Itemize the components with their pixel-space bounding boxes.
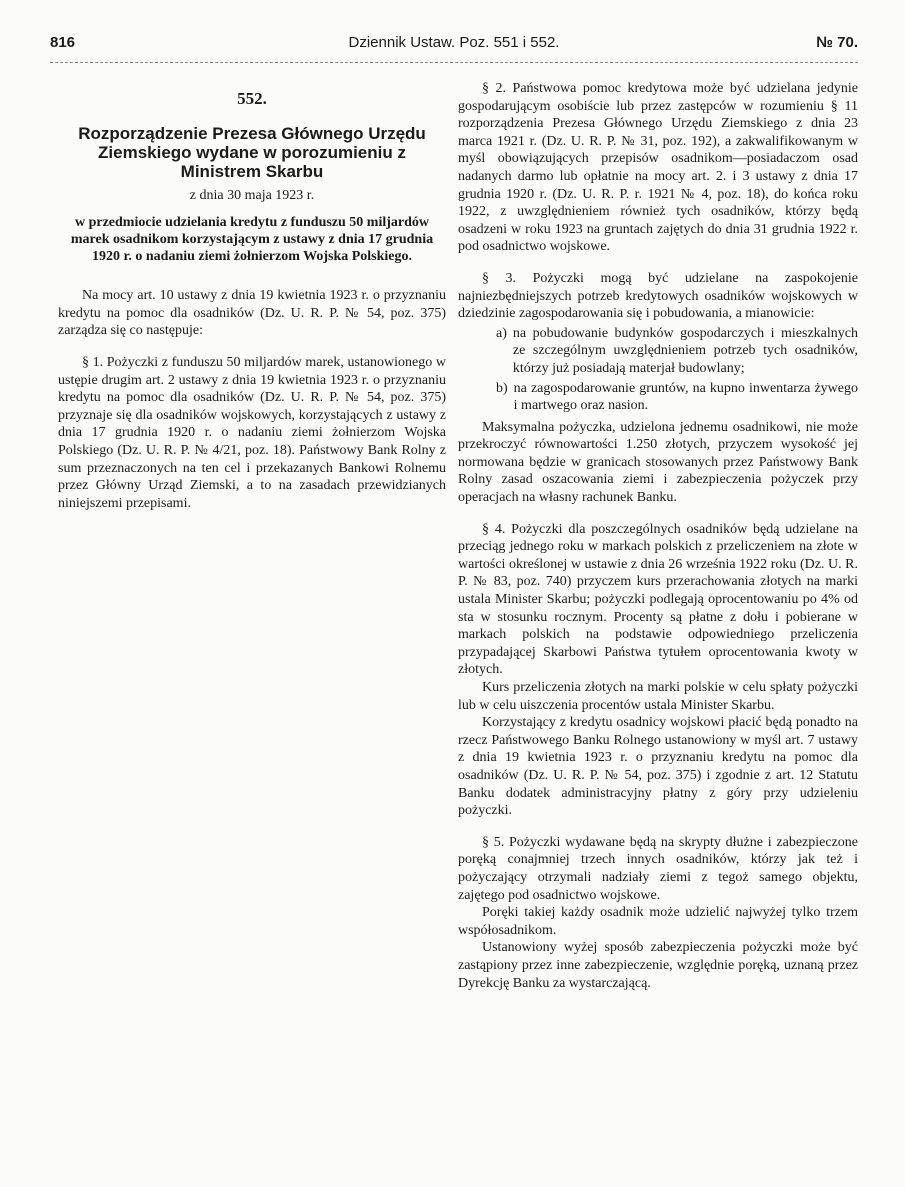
list-item-text: na pobudowanie budynków gospodarczych i mieszkalnych ze szczególnym uwzględnieniem potrzeb tych osadników, którzy już posiadają materjał budowlany; bbox=[512, 325, 858, 376]
header-rule bbox=[50, 62, 858, 63]
page-number: 816 bbox=[50, 34, 76, 51]
section-3-intro: § 3. Pożyczki mogą być udzielane na zaspokojenie najniezbędniejszych potrzeb kredytowych osadników wojskowych w dziedzinie zagospodarowania się i pobudowania, a mianowicie: bbox=[458, 270, 858, 322]
section-5-guarantee: Poręki takiej każdy osadnik może udzielić najwyżej tylko trzem współosadnikom. bbox=[458, 905, 858, 938]
running-header bbox=[50, 34, 858, 54]
right-column bbox=[458, 80, 858, 992]
act-subject: w przedmiocie udzielania kredytu z funduszu 50 miljardów marek osadnikom korzystającym z ustawy z dnia 17 grudnia 1920 r. o nadaniu ziemi żołnierzom Wojska Polskiego. bbox=[70, 215, 434, 265]
section-1: § 1. Pożyczki z funduszu 50 miljardów marek, ustanowionego w ustępie drugim art. 2 ustawy z dnia 19 kwietnia 1923 r. o przyznaniu kredytu na pomoc dla osadników (Dz. U. R. P. № 54, poz. 375) przyznaje się dla osadników wojskowych, korzystających z ustawy z dnia 17 grudnia 1920 r. o nadaniu ziemi żołnierzom Wojska Polskiego (Dz. U. R. P. № 4/21, poz. 18). Państwowy Bank Rolny z sum przeznaczonych na ten cel i przekazanych Bankowi Rolnemu przez Główny Urząd Ziemski, a to na zasadach przewidzianych niniejszemi przepisami. bbox=[58, 354, 446, 511]
act-number: 552. bbox=[237, 89, 267, 108]
issue-number: № 70. bbox=[816, 34, 858, 51]
act-date: z dnia 30 maja 1923 r. bbox=[189, 187, 315, 203]
section-4: § 4. Pożyczki dla poszczególnych osadników będą udzielane na przeciąg jednego roku w markach polskich z przeliczeniem na złote w wartości określonej w ustawie z dnia 26 września 1922 roku (Dz. U. R. P. № 83, poz. 740) przyczem kurs przerachowania złotych na marki ustala Minister Skarbu; pożyczki podlegają oprocentowaniu po 4% od sta w stosunku rocznym. Procenty są płatne z dołu i pobierane w markach polskich na podstawie odpowiedniego przeliczenia przypadającej Skarbowi Państwa tytułem oprocentowania kwoty w złotych. bbox=[458, 521, 858, 678]
list-item-label: a) bbox=[496, 325, 507, 341]
list-item bbox=[458, 380, 858, 415]
left-column bbox=[58, 80, 446, 512]
section-2: § 2. Państwowa pomoc kredytowa może być udzielana jedynie gospodarującym osobiście lub przez zastępców w rozumieniu § 11 rozporządzenia Prezesa Głównego Urzędu Ziemskiego z dnia 23 marca 1921 r. (Dz. U. R. P. № 31, poz. 192), a zakwalifikowanym w myśl obowiązujących przepisów osadnikom—posiadaczom osad nadanych darmo lub opłatnie na mocy art. 2. i 3 ustawy z dnia 17 grudnia 1920 r. (Dz. U. R. P. r. 1921 № 4, poz. 18), do końca roku 1922, z uwzględnieniem również tych osadników, którzy będą osadzeni w roku 1923 na gruntach zajętych do dnia 31 grudnia 1922 r. pod osadnictwo wojskowe. bbox=[458, 81, 858, 255]
act-title: Rozporządzenie Prezesa Głównego Urzędu Ziemskiego wydane w porozumieniu z Ministrem Skarbu bbox=[78, 123, 426, 181]
preamble: Na mocy art. 10 ustawy z dnia 19 kwietnia 1923 r. o przyznaniu kredytu na pomoc dla osadników (Dz. U. R. P. № 54, poz. 375) zarządza się co następuje: bbox=[58, 288, 446, 339]
section-5-alternative: Ustanowiony wyżej sposób zabezpieczenia pożyczki może być zastąpiony przez inne zabezpieczenie, względnie poręką, uznaną przez Dyrekcję Banku za wystarczającą. bbox=[458, 940, 858, 991]
list-item-text: na zagospodarowanie gruntów, na kupno inwentarza żywego i martwego oraz nasion. bbox=[513, 380, 858, 414]
list-item-label: b) bbox=[496, 380, 508, 396]
section-4-admin-fee: Korzystający z kredytu osadnicy wojskowi płacić będą ponadto na rzecz Państwowego Banku Rolnego ustanowiony w myśl art. 7 ustawy z dnia 19 kwietnia 1923 r. o przyznaniu kredytu na pomoc dla osadników (Dz. U. R. P. № 54, poz. 375) i zgodnie z art. 12 Statutu Banku dodatek administracyjny płatny z góry przy udzieleniu pożyczki. bbox=[458, 715, 858, 819]
list-item bbox=[458, 325, 858, 378]
section-4-exchange-rate: Kurs przeliczenia złotych na marki polskie w celu spłaty pożyczki lub w celu uiszczenia procentów ustala Minister Skarbu. bbox=[458, 680, 858, 713]
section-3-maximum: Maksymalna pożyczka, udzielona jednemu osadnikowi, nie może przekroczyć równowartości 1.250 złotych, przyczem wysokość jej normowana będzie w granicach stosowanych przez Państwowy Bank Rolny zasad oszacowania ziemi i zabezpieczenia pożyczek przy operacjach na własny rachunek Banku. bbox=[458, 419, 858, 506]
journal-title: Dziennik Ustaw. Poz. 551 i 552. bbox=[348, 34, 560, 51]
section-5: § 5. Pożyczki wydawane będą na skrypty dłużne i zabezpieczone poręką conajmniej trzech innych osadników, którzy jak też i pożyczający otrzymali nadziały ziemi z tegoż samego objektu, zajętego pod osadnictwo wojskowe. bbox=[458, 834, 858, 903]
